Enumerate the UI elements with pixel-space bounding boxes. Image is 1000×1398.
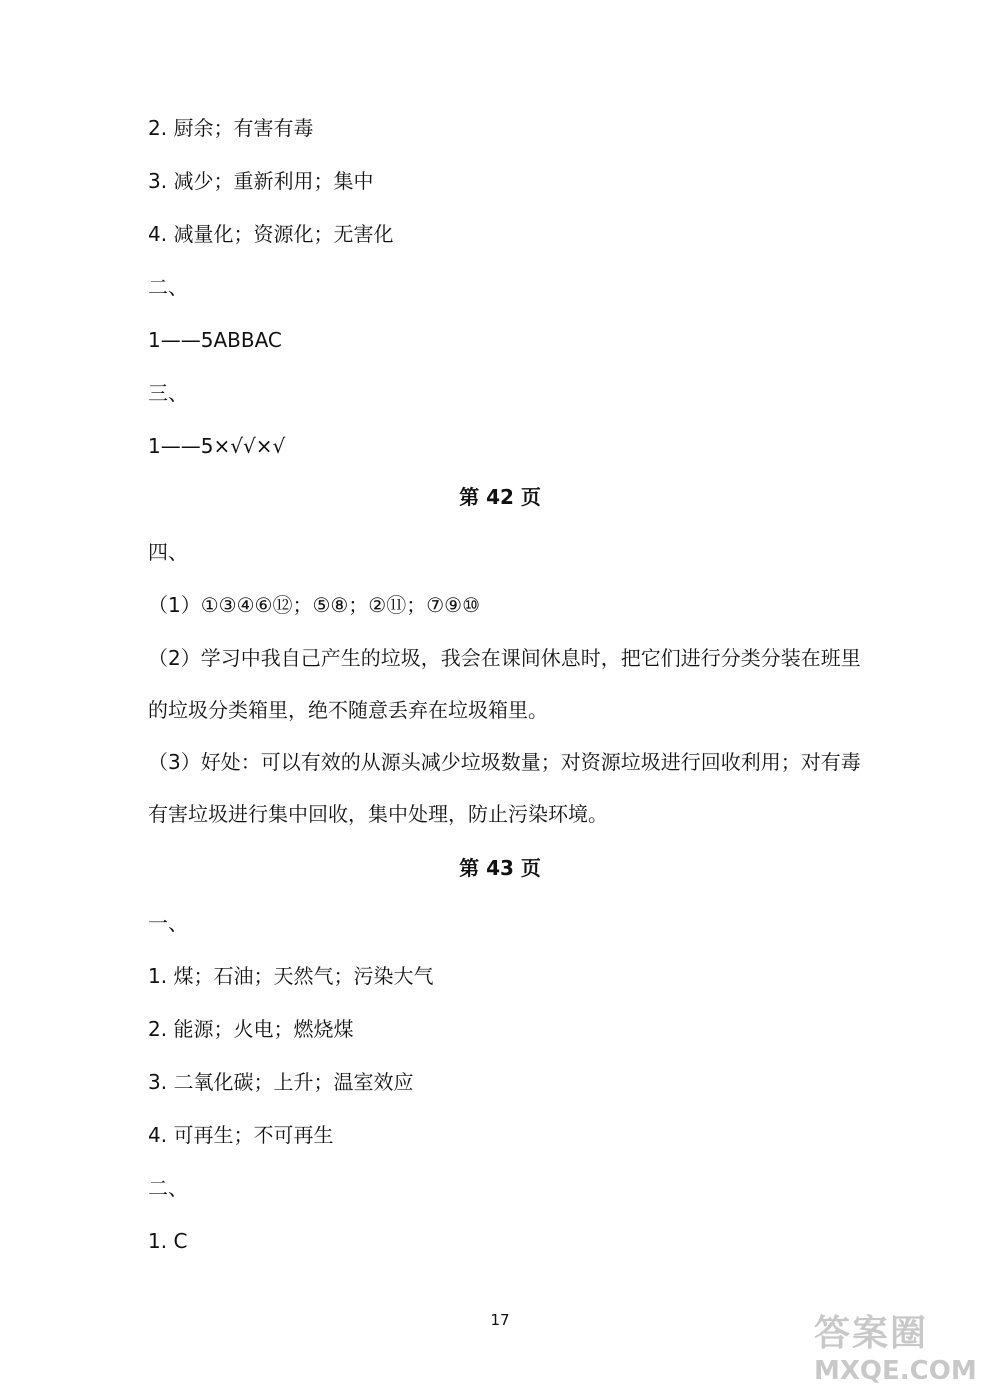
answer-line: 1. C	[148, 1229, 188, 1253]
answer-line: 2. 能源；火电；燃烧煤	[148, 1017, 354, 1041]
answer-line: 1——5×√√×√	[148, 434, 286, 458]
section-label: 三、	[148, 381, 188, 405]
answer-line: 1. 煤；石油；天然气；污染大气	[148, 964, 434, 988]
section-label: 一、	[148, 911, 188, 935]
section-label: 二、	[148, 275, 188, 299]
answer-line: 2. 厨余；有害有毒	[148, 116, 314, 140]
answer-line: 4. 减量化；资源化；无害化	[148, 222, 394, 246]
answer-line: 3. 减少；重新利用；集中	[148, 169, 374, 193]
page-number: 17	[490, 1311, 510, 1329]
answer-paragraph: （2）学习中我自己产生的垃圾，我会在课间休息时，把它们进行分类分装在班里的垃圾分类箱里，绝不随意丢弃在垃圾箱里。	[148, 646, 861, 722]
answer-line: （1）①③④⑥⑫；⑤⑧；②⑪；⑦⑨⑩	[148, 593, 481, 617]
page-heading: 第 42 页	[459, 485, 541, 509]
answer-line: 4. 可再生；不可再生	[148, 1123, 334, 1147]
watermark-title: 答案圈	[814, 1313, 929, 1354]
page-heading: 第 43 页	[459, 856, 541, 880]
watermark-logo	[814, 1312, 994, 1392]
section-label: 二、	[148, 1176, 188, 1200]
answer-line: 3. 二氧化碳；上升；温室效应	[148, 1070, 414, 1094]
section-label: 四、	[148, 540, 188, 564]
answer-paragraph: （3）好处：可以有效的从源头减少垃圾数量；对资源垃圾进行回收利用；对有毒有害垃圾进行集中回收，集中处理，防止污染环境。	[148, 750, 861, 826]
answer-line: 1——5ABBAC	[148, 328, 282, 352]
watermark-url: MXQE.COM	[814, 1356, 977, 1386]
